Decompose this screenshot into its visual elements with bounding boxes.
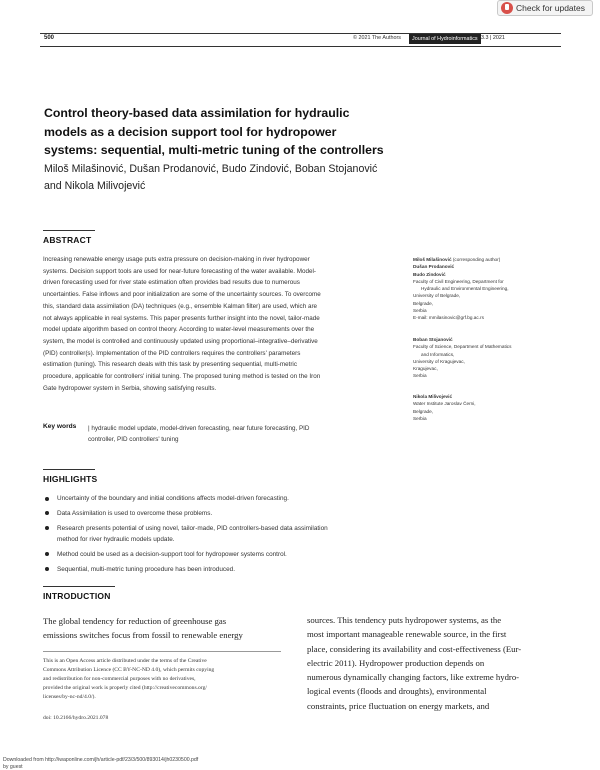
abstract-line: (PID) controller(s). Implementation of the PID controllers requires the controllers' parameters: [43, 349, 301, 357]
affiliation-line: Faculty of Science, Department of Mathematics: [413, 344, 512, 350]
journal-name: Journal of Hydroinformatics: [409, 34, 481, 44]
intro-line: place, considering its availability and cost-effectiveness (Eur-: [307, 643, 522, 654]
intro-line: most important manageable renewable source, in the first: [307, 629, 507, 640]
affiliation-line: Budo Zindović: [413, 271, 446, 277]
title-line: systems: sequential, multi-metric tuning of the controllers: [44, 143, 384, 157]
abstract-line: uncertainties. False inflows and poor initialization are some of the uncertainty sources. To overcome: [43, 291, 321, 299]
abstract-line: procedure, applicable for controllers' initial tuning. The proposed tuning method is tested on the Iron: [43, 373, 321, 381]
copyright-notice: © 2021 The Authors: [353, 35, 401, 41]
abstract-line: system, the model is controlled and continuously updated using proportional–integrative–derivative: [43, 337, 318, 345]
highlights-list: [43, 493, 403, 578]
intro-line: logical events (floods and droughts), environmental: [307, 686, 487, 697]
keywords-label: Key words: [43, 423, 77, 430]
introduction-heading: INTRODUCTION: [43, 591, 111, 601]
abstract-line: driven forecasting used for river state estimation often provides bad results due to numerous: [43, 279, 300, 287]
abstract-line: this, standard data assimilation (DA) techniques (e.g., ensemble Kalman filter) are used, which are: [43, 302, 318, 310]
abstract-body: [43, 254, 395, 394]
license-footnote: [43, 657, 283, 702]
affiliation-line: Faculty of Civil Engineering, Department for: [413, 278, 504, 284]
title-line: models as a decision support tool for hydropower: [44, 124, 337, 139]
abstract-heading: ABSTRACT: [43, 235, 92, 245]
affiliation-line: E-mail: mmilasinovic@grf.bg.ac.rs: [413, 315, 484, 321]
abstract-line: model update algorithm based on control theory. According to water-level measurements over the: [43, 326, 315, 334]
download-notice: Downloaded from http://iwaponline.com/jh/article-pdf/23/3/500/893014/jh0230500.pdf: [3, 757, 199, 763]
volume-issue: 23.3: [478, 35, 489, 41]
affiliation-line: and Informatics,: [421, 351, 455, 357]
affiliation-line: Boban Stojanović: [413, 337, 453, 342]
intro-line: constraints, price fluctuation on energy markets, and: [307, 700, 490, 711]
keywords-list: [88, 423, 398, 446]
footnote-line: licenses/by-nc-nd/4.0/).: [43, 694, 96, 701]
intro-line: The global tendency for reduction of greenhouse gas: [43, 616, 227, 626]
abstract-line: Increasing renewable energy usage puts extra pressure on decision-making in river hydropower: [43, 256, 310, 263]
affiliation-block-3: [413, 393, 563, 422]
section-rule: [43, 586, 115, 587]
abstract-line: systems. Decision support tools are used for near-future forecasting of the water available. Model-: [43, 267, 316, 275]
footnote-line: provided the original work is properly cited (http://creativecommons.org/: [43, 685, 207, 692]
author-line: Miloš Milašinović, Dušan Prodanović, Budo Zindović, Boban Stojanović: [44, 163, 378, 175]
section-rule: [43, 230, 95, 231]
affiliation-line: Nikola Milivojević: [413, 394, 453, 399]
author-list: [44, 161, 404, 194]
affiliation-line: Hydraulic and Environmental Engineering,: [421, 286, 509, 292]
section-rule: [43, 469, 95, 470]
intro-line: emissions switches focus from fossil to renewable energy: [43, 630, 243, 641]
download-notice-guest: by guest: [3, 764, 23, 770]
affiliation-line: Serbia: [413, 308, 427, 314]
affiliation-line: Belgrade,: [413, 408, 434, 414]
highlights-heading: HIGHLIGHTS: [43, 474, 98, 484]
intro-right-column: [307, 613, 562, 713]
author-line: and Nikola Milivojević: [44, 179, 146, 192]
article-title: [44, 104, 444, 160]
update-icon: [501, 2, 513, 14]
check-for-updates-button[interactable]: [497, 0, 593, 16]
year: 2021: [492, 35, 505, 41]
highlight-item: Research presents potential of using novel, tailor-made, PID controllers-based data assimilation method for river hydraulic models update.: [43, 523, 403, 546]
highlight-item: Uncertainty of the boundary and initial conditions affects model-driven forecasting.: [43, 493, 403, 505]
volume-info: 23.3 | 2021: [478, 35, 505, 41]
highlight-item: Method could be used as a decision-support tool for hydropower systems control.: [43, 549, 403, 561]
keywords-line: | hydraulic model update, model-driven forecasting, near future forecasting, PID: [88, 425, 310, 432]
abstract-line: estimation (tuning). This research deals with this task by presenting sequential, multi-metric: [43, 361, 297, 369]
footnote-rule: [43, 651, 281, 652]
affiliation-line: Dušan Prodanović: [413, 264, 455, 270]
footnote-line: This is an Open Access article distributed under the terms of the Creative: [43, 658, 207, 664]
title-line: Control theory-based data assimilation for hydraulic: [44, 106, 350, 120]
keywords-line: controller, PID controllers' tuning: [88, 436, 179, 444]
affiliation-line: Serbia: [413, 415, 427, 421]
abstract-line: not always applicable in real systems. This paper presents further insight into the novel, tailor-made: [43, 314, 320, 322]
affiliation-line: University of Belgrade,: [413, 293, 461, 299]
affiliation-block-1: [413, 256, 563, 322]
intro-line: electric 2011). Hydropower production depends on: [307, 657, 485, 668]
affiliation-line: Serbia: [413, 373, 427, 379]
affiliation-line: Water Institute Jaroslav Černi,: [413, 401, 476, 407]
affiliation-block-2: [413, 336, 563, 380]
check-for-updates-label: Check for updates: [516, 3, 585, 13]
abstract-line: Gate hydropower system in Serbia, showing satisfying results.: [43, 384, 217, 392]
footnote-line: and redistribution for non-commercial purposes with no derivatives,: [43, 676, 196, 683]
doi: doi: 10.2166/hydro.2021.078: [43, 715, 109, 721]
affiliation-line: Miloš Milašinović (corresponding author): [413, 257, 501, 262]
page-number: 500: [44, 35, 55, 41]
affiliation-line: University of Kragujevac,: [413, 358, 465, 364]
footnote-line: Commons Attribution Licence (CC BY-NC-ND 4.0), which permits copying: [43, 667, 215, 674]
highlight-item: Sequential, multi-metric tuning procedure has been introduced.: [43, 564, 403, 576]
affiliation-line: Belgrade,: [413, 300, 434, 306]
intro-line: numerous dynamically changing factors, like extreme hydro-: [307, 672, 520, 683]
intro-left-column: [43, 614, 283, 643]
highlight-item: Data Assimilation is used to overcome these problems.: [43, 508, 403, 520]
intro-line: sources. This tendency puts hydropower systems, as the: [307, 615, 502, 625]
affiliation-line: Kragujevac,: [413, 366, 438, 372]
